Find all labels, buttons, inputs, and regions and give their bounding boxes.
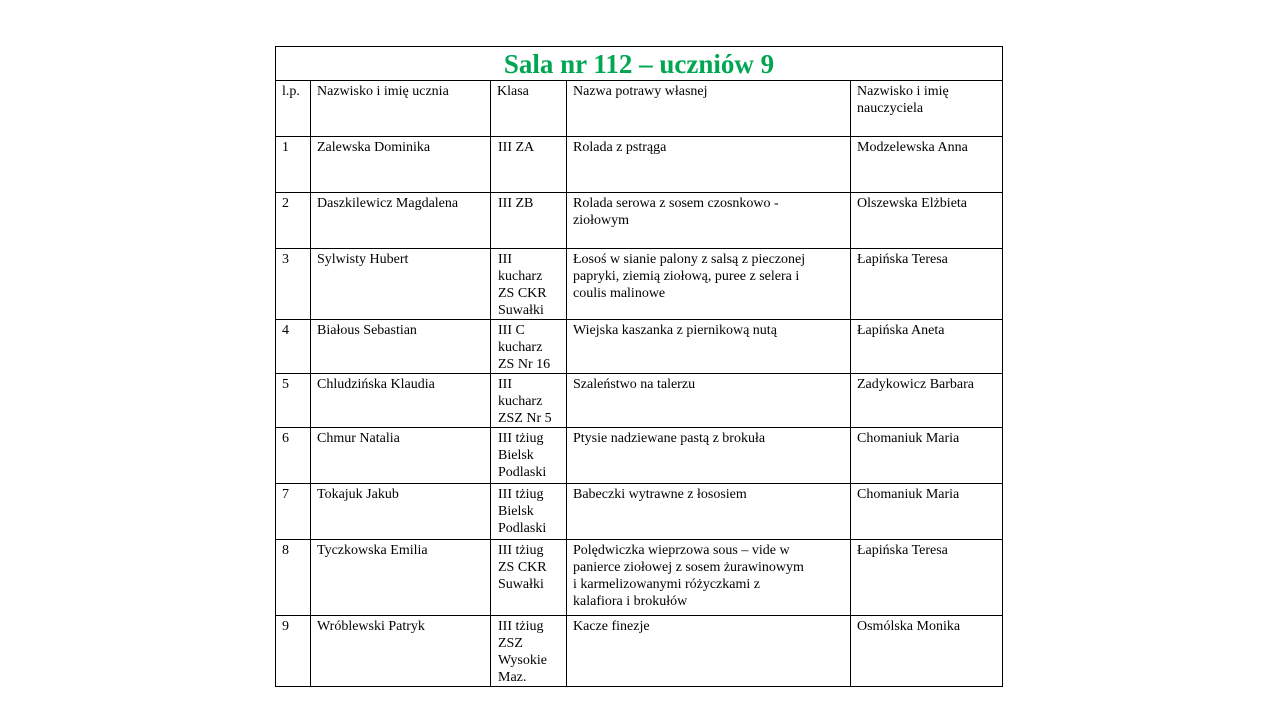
cell-dish [567, 484, 851, 540]
cell-teacher [851, 484, 1003, 540]
lp-value: 1 [282, 140, 289, 155]
cell-dish [567, 137, 851, 193]
cell-dish [567, 320, 851, 374]
cell-lp [276, 540, 311, 616]
cell-teacher [851, 428, 1003, 484]
lp-value: 5 [282, 377, 289, 392]
cell-lp [276, 137, 311, 193]
header-class [491, 81, 567, 137]
header-class-label: Klasa [497, 84, 529, 99]
header-lp [276, 81, 311, 137]
teacher-name: Modzelewska Anna [857, 140, 968, 155]
table-row [276, 374, 1003, 428]
cell-teacher [851, 249, 1003, 320]
header-name-label: Nazwisko i imię ucznia [317, 84, 449, 99]
document-page [275, 46, 1002, 687]
student-name: Białous Sebastian [317, 323, 417, 338]
cell-student-name [311, 616, 491, 687]
table-row [276, 540, 1003, 616]
cell-teacher [851, 374, 1003, 428]
header-teacher [851, 81, 1003, 137]
cell-lp [276, 428, 311, 484]
lp-value: 3 [282, 252, 289, 267]
class-value: III C kucharz ZS Nr 16 [498, 323, 551, 372]
header-lp-label: l.p. [282, 84, 300, 99]
cell-student-name [311, 374, 491, 428]
student-name: Wróblewski Patryk [317, 619, 425, 634]
teacher-name: Osmólska Monika [857, 619, 961, 634]
teacher-name: Chomaniuk Maria [857, 487, 960, 502]
cell-teacher [851, 320, 1003, 374]
header-dish-label: Nazwa potrawy własnej [573, 84, 708, 99]
cell-lp [276, 616, 311, 687]
class-value: III tżiug Bielsk Podlaski [498, 487, 547, 536]
lp-value: 9 [282, 619, 289, 634]
cell-class [491, 540, 567, 616]
student-name: Zalewska Dominika [317, 140, 431, 155]
cell-class [491, 374, 567, 428]
cell-lp [276, 193, 311, 249]
teacher-name: Łapińska Teresa [857, 252, 948, 267]
table-row [276, 137, 1003, 193]
cell-teacher [851, 193, 1003, 249]
cell-class [491, 484, 567, 540]
cell-class [491, 320, 567, 374]
lp-value: 8 [282, 543, 289, 558]
table-row [276, 249, 1003, 320]
cell-dish [567, 616, 851, 687]
student-name: Sylwisty Hubert [317, 252, 409, 267]
cell-dish [567, 540, 851, 616]
header-teacher-label: Nazwisko i imię nauczyciela [857, 84, 949, 116]
lp-value: 4 [282, 323, 289, 338]
table-row [276, 320, 1003, 374]
class-value: III ZA [498, 140, 535, 155]
cell-dish [567, 374, 851, 428]
lp-value: 7 [282, 487, 289, 502]
roster-table [275, 46, 1003, 687]
cell-student-name [311, 193, 491, 249]
class-value: III kucharz ZS CKR Suwałki [498, 252, 547, 318]
cell-teacher [851, 137, 1003, 193]
teacher-name: Chomaniuk Maria [857, 431, 960, 446]
cell-student-name [311, 320, 491, 374]
class-value: III tżiug ZSZ Wysokie Maz. [498, 619, 547, 685]
dish-name: Babeczki wytrawne z łososiem [573, 487, 747, 502]
dish-name: Rolada z pstrąga [573, 140, 667, 155]
cell-teacher [851, 616, 1003, 687]
student-name: Daszkilewicz Magdalena [317, 196, 459, 211]
student-name: Tyczkowska Emilia [317, 543, 428, 558]
title-cell [276, 47, 1003, 81]
cell-lp [276, 320, 311, 374]
student-name: Tokajuk Jakub [317, 487, 399, 502]
table-row [276, 484, 1003, 540]
dish-name: Wiejska kaszanka z piernikową nutą [573, 323, 777, 338]
cell-teacher [851, 540, 1003, 616]
cell-student-name [311, 249, 491, 320]
teacher-name: Łapińska Teresa [857, 543, 948, 558]
cell-lp [276, 374, 311, 428]
dish-name: Łosoś w sianie palony z salsą z pieczonej papryki, ziemią ziołową, puree z selera i coulis malinowe [573, 252, 806, 301]
header-name [311, 81, 491, 137]
lp-value: 6 [282, 431, 289, 446]
page-title: Sala nr 112 – uczniów 9 [503, 49, 775, 79]
lp-value: 2 [282, 196, 289, 211]
dish-name: Rolada serowa z sosem czosnkowo - ziołowym [573, 196, 779, 228]
class-value: III kucharz ZSZ Nr 5 [498, 377, 552, 426]
student-name: Chludzińska Klaudia [317, 377, 435, 392]
cell-class [491, 428, 567, 484]
dish-name: Ptysie nadziewane pastą z brokuła [573, 431, 766, 446]
header-row [276, 81, 1003, 137]
cell-dish [567, 193, 851, 249]
table-row [276, 428, 1003, 484]
title-row [276, 47, 1003, 81]
dish-name: Kacze finezje [573, 619, 650, 634]
cell-class [491, 193, 567, 249]
cell-class [491, 616, 567, 687]
cell-student-name [311, 484, 491, 540]
cell-student-name [311, 540, 491, 616]
student-name: Chmur Natalia [317, 431, 400, 446]
dish-name: Polędwiczka wieprzowa sous – vide w panierce ziołowej z sosem żurawinowym i karmelizowanymi różyczkami z kalafiora i brokułów [573, 543, 804, 609]
cell-dish [567, 249, 851, 320]
class-value: III tżiug Bielsk Podlaski [498, 431, 547, 480]
cell-student-name [311, 137, 491, 193]
teacher-name: Olszewska Elżbieta [857, 196, 968, 211]
cell-lp [276, 484, 311, 540]
table-row [276, 616, 1003, 687]
class-value: III tżiug ZS CKR Suwałki [498, 543, 547, 592]
teacher-name: Łapińska Aneta [857, 323, 945, 338]
cell-dish [567, 428, 851, 484]
cell-student-name [311, 428, 491, 484]
cell-lp [276, 249, 311, 320]
cell-class [491, 137, 567, 193]
table-row [276, 193, 1003, 249]
dish-name: Szaleństwo na talerzu [573, 377, 696, 392]
class-value: III ZB [498, 196, 534, 211]
cell-class [491, 249, 567, 320]
teacher-name: Zadykowicz Barbara [857, 377, 974, 392]
header-dish [567, 81, 851, 137]
